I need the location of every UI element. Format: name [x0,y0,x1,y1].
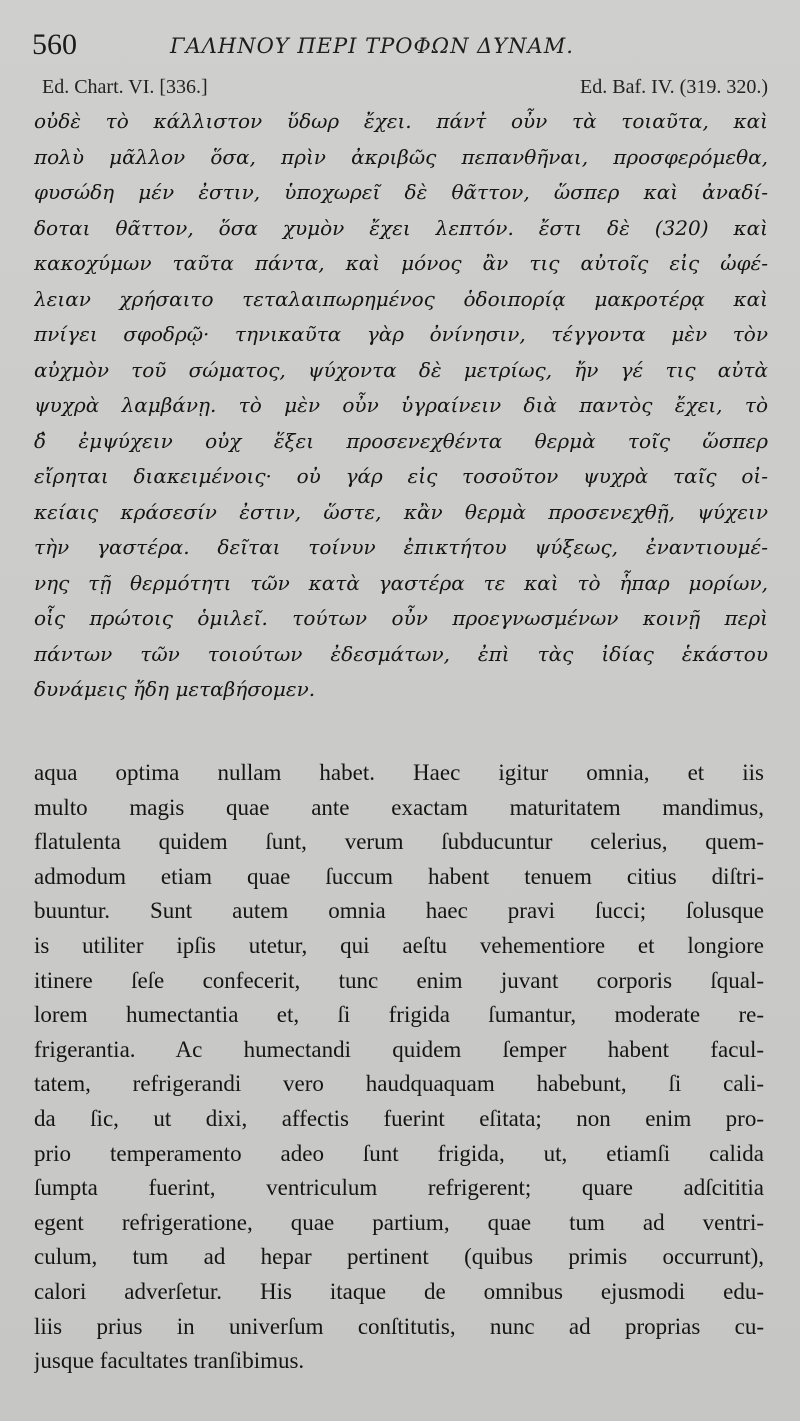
greek-text-line: δ̓ ἐμψύχειν οὐχ ἕξει προσενεχθέντα θερμὰ τοῖς ὥσπερ [34,428,768,453]
page-number: 560 [32,28,77,61]
latin-text-line: jusque facultates tranſibimus. [34,1348,305,1374]
latin-text-line: admodum etiam quae ſuccum habent tenuem citius diſtri- [34,863,764,889]
greek-text-line: φυσώδη μέν ἐστιν, ὑποχωρεῖ δὲ θᾶττον, ὥσπερ καὶ ἀναδί- [34,180,768,204]
greek-text-line: λειαν χρήσαιτο τεταλαιπωρημένος ὁδοιπορίᾳ μακροτέρᾳ καὶ [34,286,768,311]
latin-text-line: calori adverſetur. His itaque de omnibus ejusmodi edu- [34,1278,764,1304]
latin-text-line: liis prius in univerſum conſtitutis, nunc ad proprias cu- [34,1313,764,1339]
greek-text-line: πολὺ μᾶλλον ὅσα, πρὶν ἀκριβῶς πεπανθῆναι, προσφερόμεθα, [34,144,768,169]
greek-text-line: αὐχμὸν τοῦ σώματος, ψύχοντα δὲ μετρίως, ἤν γέ τις αὐτὰ [34,357,768,382]
latin-text-line: da ſic, ut dixi, affectis fuerint eſitata; non enim pro- [34,1105,764,1131]
greek-text-line: οὐδὲ τὸ κάλλιστον ὕδωρ ἔχει. πάντ̓ οὖν τὰ τοιαῦτα, καὶ [34,109,768,133]
greek-text-line: εἴρηται διακειμένοις· οὐ γάρ εἰς τοσοῦτον ψυχρὰ ταῖς οἰ- [34,464,768,488]
running-title: ΓΑΛΗΝΟΥ ΠΕΡΙ ΤΡΟΦΩΝ ΔΥΝΑΜ. [170,34,574,58]
latin-text-line: tatem, refrigerandi vero haudquaquam habebunt, ſi cali- [34,1071,764,1097]
latin-text-line: culum, tum ad hepar pertinent (quibus primis occurrunt), [34,1244,764,1270]
latin-text-line: multo magis quae ante exactam maturitatem mandimus, [34,794,764,820]
greek-text-line: οἷς πρώτοις ὁμιλεῖ. τούτων οὖν προεγνωσμένων κοινῇ περὶ [34,606,768,630]
greek-text-line: νης τῇ θερμότητι τῶν κατὰ γαστέρα τε καὶ τὸ ἧπαρ μορίων, [34,570,768,595]
greek-text-column [34,104,768,708]
latin-text-line: egent refrigeratione, quae partium, quae tum ad ventri- [34,1209,764,1235]
greek-text-line: κακοχύμων ταῦτα πάντα, καὶ μόνος ἂν τις αὐτοῖς εἰς ὠφέ- [34,251,768,275]
greek-text-line: δυνάμεις ἤδη μεταβήσομεν. [34,677,316,701]
latin-text-column [34,756,764,1379]
greek-text-line: κείαις κράσεσίν ἐστιν, ὥστε, κἂν θερμὰ προσενεχθῇ, ψύχειν [34,499,768,524]
greek-text-line: ψυχρὰ λαμβάνῃ. τὸ μὲν οὖν ὑγραίνειν διὰ παντὸς ἔχει, τὸ [34,393,768,417]
edition-right: Ed. Baf. IV. (319. 320.) [580,76,768,98]
page-header [32,28,772,68]
latin-text-line: is utiliter ipſis utetur, qui aeſtu vehementiore et longiore [34,932,764,958]
latin-text-line: lorem humectantia et, ſi frigida ſumantur, moderate re- [34,1002,764,1028]
greek-text-line: δοται θᾶττον, ὅσα χυμὸν ἔχει λεπτόν. ἔστι δὲ (320) καὶ [34,215,768,240]
greek-text-line: τὴν γαστέρα. δεῖται τοίνυν ἐπικτήτου ψύξεως, ἐναντιουμέ- [34,535,768,559]
edition-left: Ed. Chart. VI. [336.] [42,76,208,98]
edition-references [42,76,768,104]
greek-text-line: πνίγει σφοδρῷ· τηνικαῦτα γὰρ ὀνίνησιν, τέγγοντα μὲν τὸν [34,322,768,346]
greek-text-line: πάντων τῶν τοιούτων ἐδεσμάτων, ἐπὶ τὰς ἰδίας ἑκάστου [34,641,768,666]
latin-text-line: prio temperamento adeo ſunt frigida, ut, etiamſi calida [34,1140,764,1166]
latin-text-line: frigerantia. Ac humectandi quidem ſemper habent facul- [34,1036,764,1062]
latin-text-line: flatulenta quidem ſunt, verum ſubducuntur celerius, quem- [34,829,764,855]
latin-text-line: buuntur. Sunt autem omnia haec pravi ſucci; ſolusque [34,898,764,924]
latin-text-line: ſumpta fuerint, ventriculum refrigerent; quare adſcititia [34,1175,764,1201]
latin-text-line: aqua optima nullam habet. Haec igitur omnia, et iis [34,760,764,785]
latin-text-line: itinere ſeſe confecerit, tunc enim juvant corporis ſqual- [34,967,764,993]
